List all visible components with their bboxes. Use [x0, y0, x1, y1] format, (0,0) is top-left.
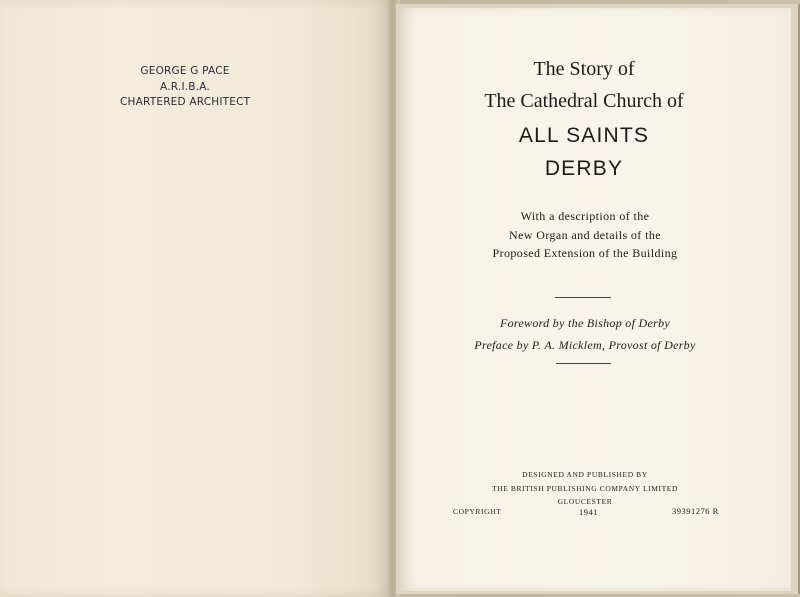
publication-year: 1941 [579, 507, 598, 517]
publisher-imprint [470, 468, 700, 509]
divider-rule [556, 363, 611, 364]
copyright-label: COPYRIGHT [453, 507, 502, 516]
left-page [0, 0, 392, 597]
credits [440, 312, 730, 356]
imprint-line: DESIGNED AND PUBLISHED BY [522, 470, 648, 479]
title-line-4: DERBY [544, 157, 624, 180]
title-line-2: The Cathedral Church of [484, 90, 684, 112]
description-line: Proposed Extension of the Building [492, 246, 678, 260]
architect-stamp [120, 64, 250, 111]
title-line-1: The Story of [533, 58, 635, 80]
description-line: With a description of the [520, 209, 650, 223]
divider-rule [555, 297, 611, 298]
imprint-line: GLOUCESTER [557, 497, 613, 506]
preface-credit: Preface by P. A. Micklem, Provost of Derby [474, 338, 696, 352]
description [440, 207, 730, 263]
description-line: New Organ and details of the [509, 227, 661, 242]
stamp-name: GEORGE G PACE [140, 65, 230, 77]
title-line-3: ALL SAINTS [518, 124, 650, 147]
stamp-qualification: A.R.I.B.A. [160, 80, 210, 93]
stamp-profession: CHARTERED ARCHITECT [120, 96, 251, 108]
catalogue-code: 39391276 R [672, 506, 719, 516]
foreword-credit: Foreword by the Bishop of Derby [499, 316, 671, 330]
imprint-line: THE BRITISH PUBLISHING COMPANY LIMITED [492, 483, 678, 493]
